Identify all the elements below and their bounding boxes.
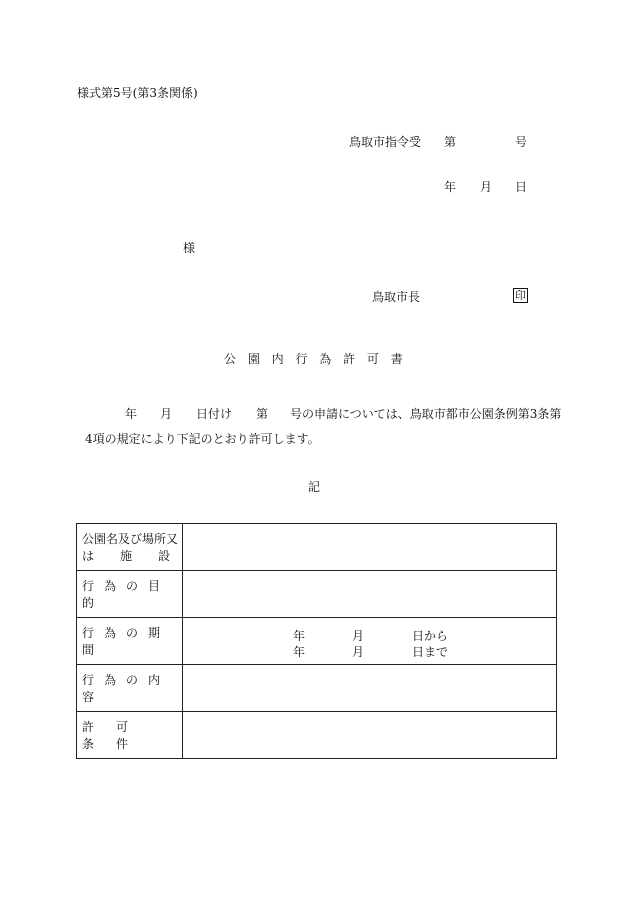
table-row-purpose	[77, 571, 557, 618]
label-park-name-line1: 公園名及び場所又	[82, 532, 179, 546]
value-period[interactable]	[183, 618, 557, 665]
period-from-month: 月	[352, 629, 365, 643]
body-year: 年	[125, 407, 138, 421]
label-purpose: 行為の目的	[77, 571, 183, 618]
period-from-day: 日から	[412, 629, 449, 643]
mayor-title: 鳥取市長	[372, 290, 421, 304]
ref-dai: 第	[444, 135, 457, 149]
table-row-period	[77, 618, 557, 665]
body-text-1: 号の申請については、鳥取市都市公園条例第3条第	[290, 407, 562, 421]
body-date: 日付け	[196, 407, 233, 421]
label-park-name-shi: 施	[119, 549, 132, 563]
body-text-2: 4項の規定により下記のとおり許可します。	[85, 432, 320, 446]
date-day: 日	[515, 180, 528, 194]
period-to-day: 日まで	[412, 645, 449, 659]
issuer-ref: 鳥取市指令受	[349, 135, 422, 149]
period-from-year: 年	[293, 629, 306, 643]
label-park-name-ha: は	[82, 549, 95, 563]
ref-go: 号	[515, 135, 528, 149]
value-purpose[interactable]	[183, 571, 557, 618]
document-title: 公 園 内 行 為 許 可 書	[224, 352, 407, 366]
label-park-name-setsu: 設	[157, 549, 170, 563]
date-year: 年	[444, 180, 457, 194]
label-content: 行為の内容	[77, 665, 183, 712]
permit-detail-table	[76, 523, 557, 759]
date-month: 月	[480, 180, 493, 194]
table-row-conditions	[77, 712, 557, 759]
form-number: 様式第5号(第3条関係)	[77, 86, 198, 100]
label-park-name	[77, 524, 183, 571]
ki-mark: 記	[308, 480, 321, 494]
period-block	[183, 618, 556, 664]
value-conditions[interactable]	[183, 712, 557, 759]
value-content[interactable]	[183, 665, 557, 712]
body-dai: 第	[256, 407, 269, 421]
period-to-month: 月	[352, 645, 365, 659]
value-park-name[interactable]	[183, 524, 557, 571]
body-month: 月	[160, 407, 173, 421]
addressee-sama: 様	[183, 241, 196, 255]
table-row-park-name	[77, 524, 557, 571]
label-park-name-line2	[82, 547, 170, 564]
label-period: 行為の期間	[77, 618, 183, 665]
label-conditions: 許可条件	[77, 712, 183, 759]
period-to-year: 年	[293, 645, 306, 659]
table-row-content	[77, 665, 557, 712]
seal-mark: 印	[515, 289, 526, 302]
